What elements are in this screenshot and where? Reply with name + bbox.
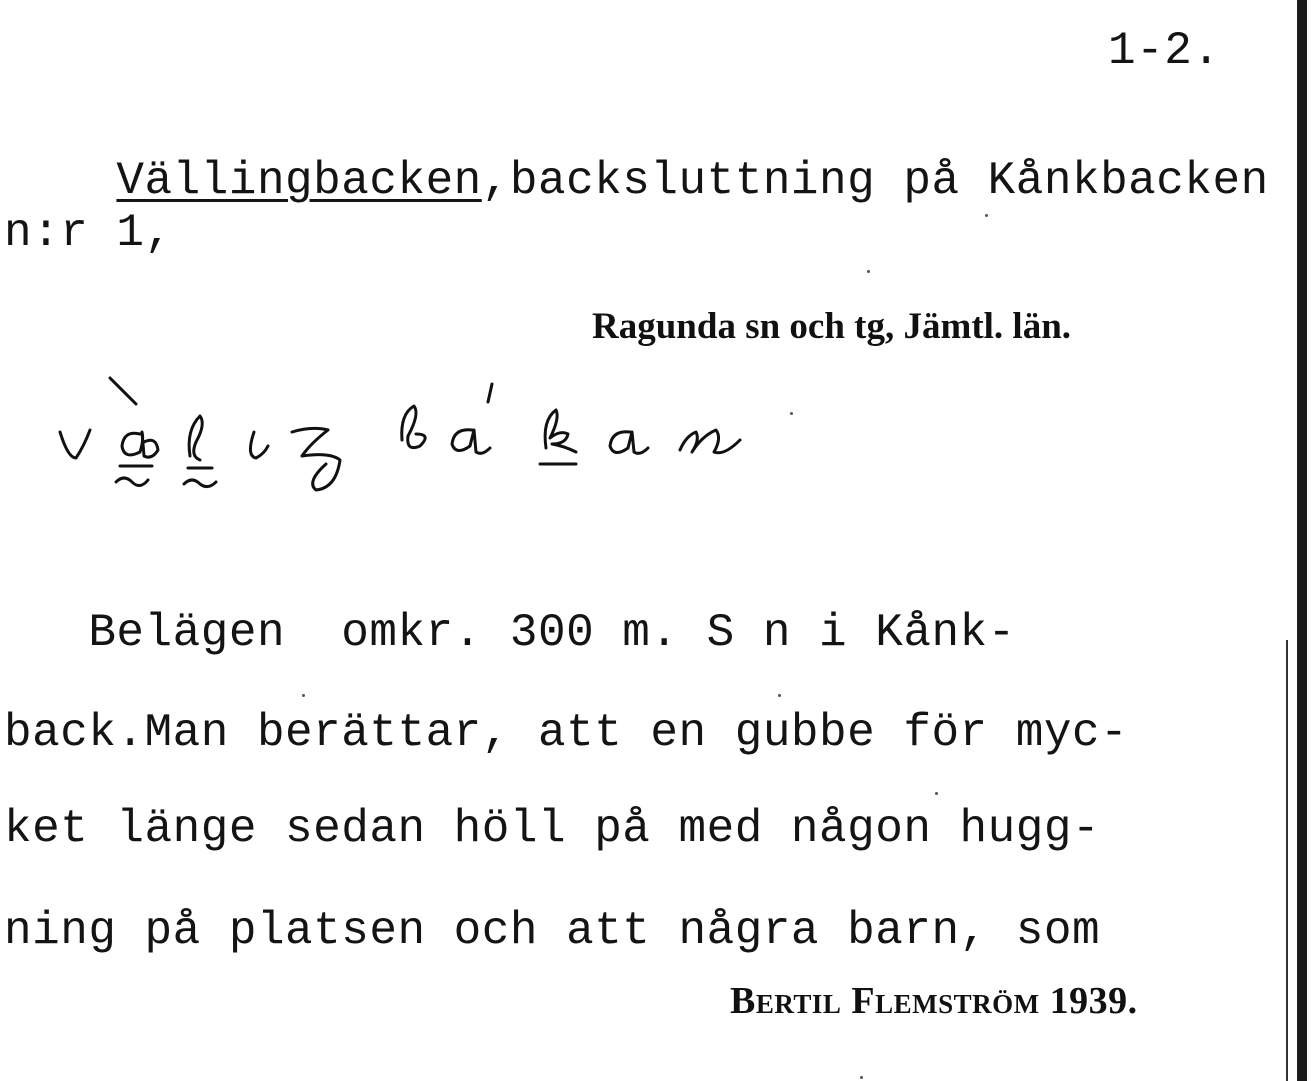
place-name: Vällingbacken [116,155,482,207]
place-description: ,backsluttning på Kånkbacken [481,155,1269,207]
scan-speck [860,1076,863,1079]
phonetic-transcription-handwriting [40,360,780,500]
scan-speck [985,214,988,217]
card-number: 1-2. [1108,25,1221,77]
place-heading [4,112,1269,250]
body-line-4: ning på platsen och att några barn, som [4,905,1101,957]
body-line-1: Belägen omkr. 300 m. S n i Kånk- [4,607,1016,659]
place-number: n:r 1, [4,207,173,259]
scan-speck [302,694,305,697]
collector-signature: Bertil Flemström 1939. [730,980,1138,1022]
scan-speck [935,792,938,795]
card-edge-line [1286,640,1288,1081]
parish-stamp: Ragunda sn och tg, Jämtl. län. [592,306,1072,347]
card-right-edge [1297,0,1307,1081]
scan-speck [867,270,870,273]
body-line-2: back.Man berättar, att en gubbe för myc- [4,707,1129,759]
handwriting-v [60,430,90,458]
scan-speck [778,694,781,697]
body-line-3: ket länge sedan höll på med någon hugg- [4,803,1101,855]
scan-speck [790,412,793,415]
